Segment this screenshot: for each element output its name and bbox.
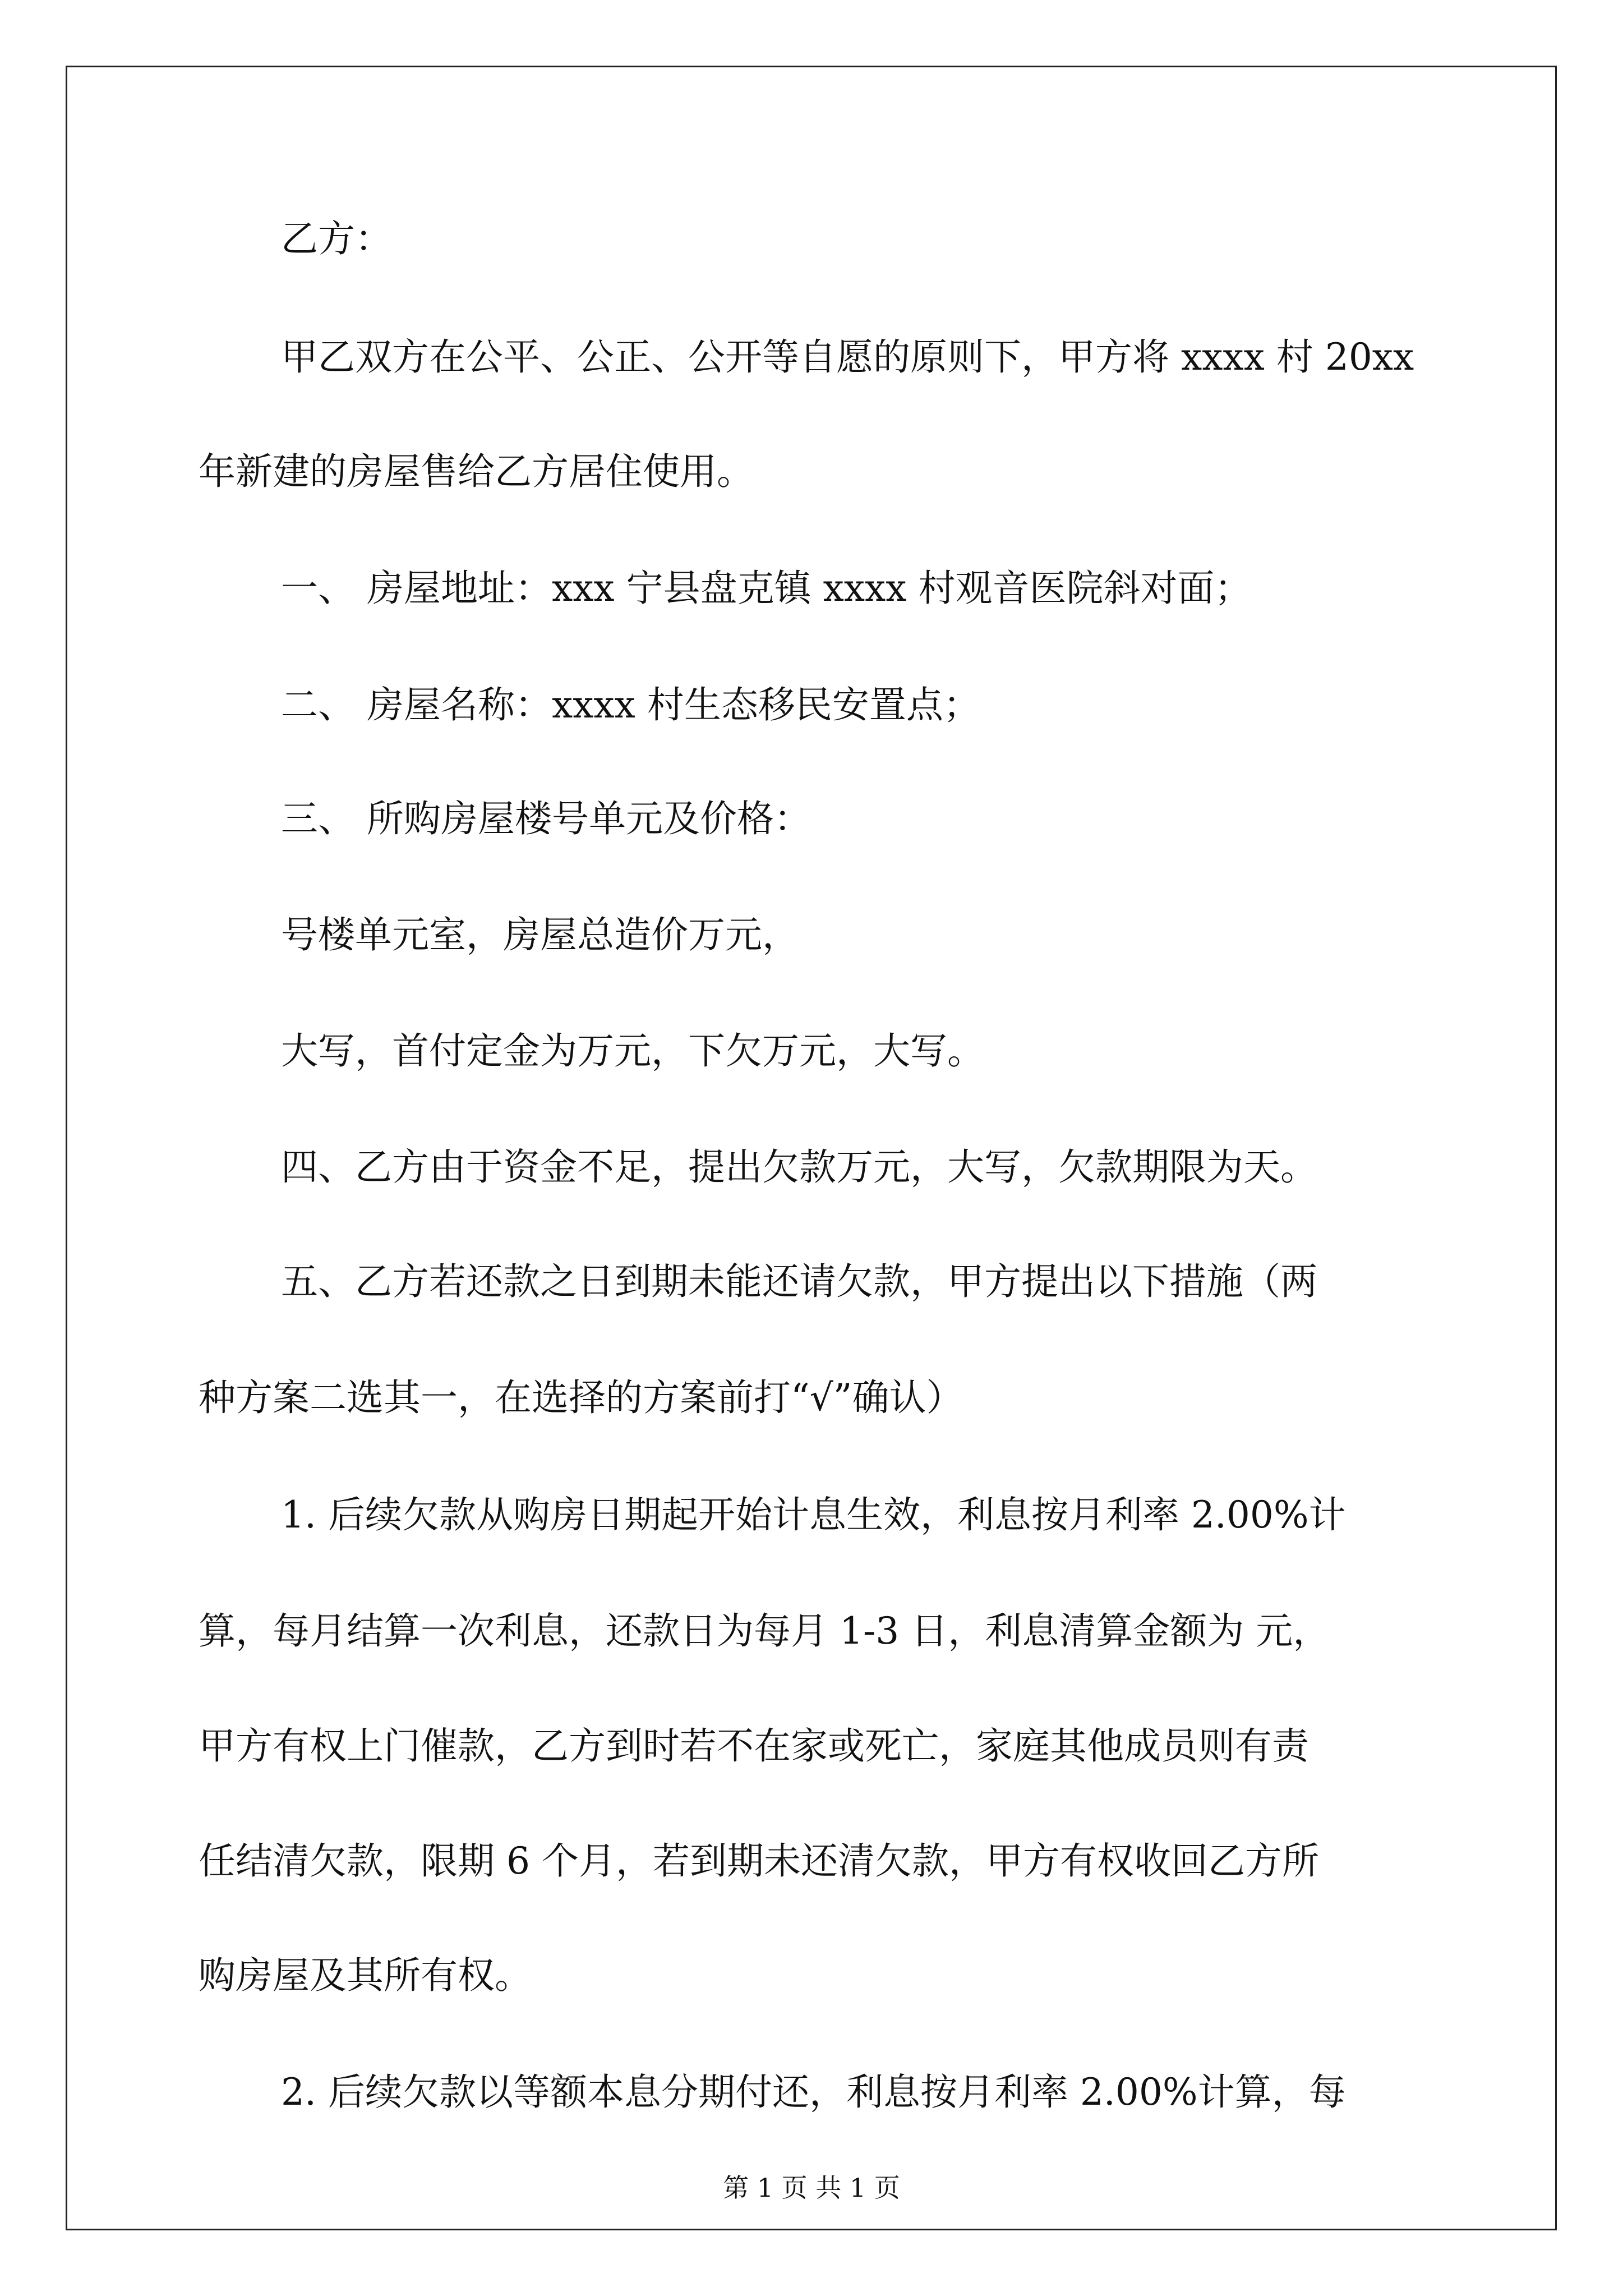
text-line: 三、 所购房屋楼号单元及价格： (281, 797, 811, 840)
text-line: 1. 后续欠款从购房日期起开始计息生效，利息按月利率 2.00%计 (281, 1493, 1346, 1536)
text-line: 种方案二选其一，在选择的方案前打“√”确认） (199, 1376, 963, 1419)
text-line: 甲方有权上门催款，乙方到时若不在家或死亡，家庭其他成员则有责 (199, 1724, 1309, 1768)
text-line: 购房屋及其所有权。 (199, 1954, 532, 1997)
text-line: 一、 房屋地址：xxx 宁县盘克镇 xxxx 村观音医院斜对面； (281, 567, 1252, 610)
text-line: 2. 后续欠款以等额本息分期付还，利息按月利率 2.00%计算，每 (281, 2070, 1346, 2114)
text-line: 大写，首付定金为万元，下欠万元，大写。 (281, 1029, 984, 1073)
text-line: 二、 房屋名称：xxxx 村生态移民安置点； (281, 683, 980, 726)
text-line: 年新建的房屋售给乙方居住使用。 (199, 450, 754, 493)
text-line: 任结清欠款，限期 6 个月，若到期未还清欠款，甲方有权收回乙方所 (199, 1839, 1319, 1883)
text-line: 四、乙方由于资金不足，提出欠款万元，大写，欠款期限为天。 (281, 1145, 1317, 1189)
text-line: 乙方： (281, 217, 392, 260)
text-line: 算，每月结算一次利息，还款日为每月 1-3 日，利息清算金额为 元， (199, 1609, 1330, 1653)
text-line: 五、乙方若还款之日到期未能还请欠款，甲方提出以下措施（两 (281, 1260, 1317, 1303)
text-line: 甲乙双方在公平、公正、公开等自愿的原则下，甲方将 xxxx 村 20xx (281, 335, 1414, 379)
text-line: 号楼单元室，房屋总造价万元， (281, 913, 799, 956)
page-number-footer: 第 1 页 共 1 页 (723, 2173, 900, 2203)
